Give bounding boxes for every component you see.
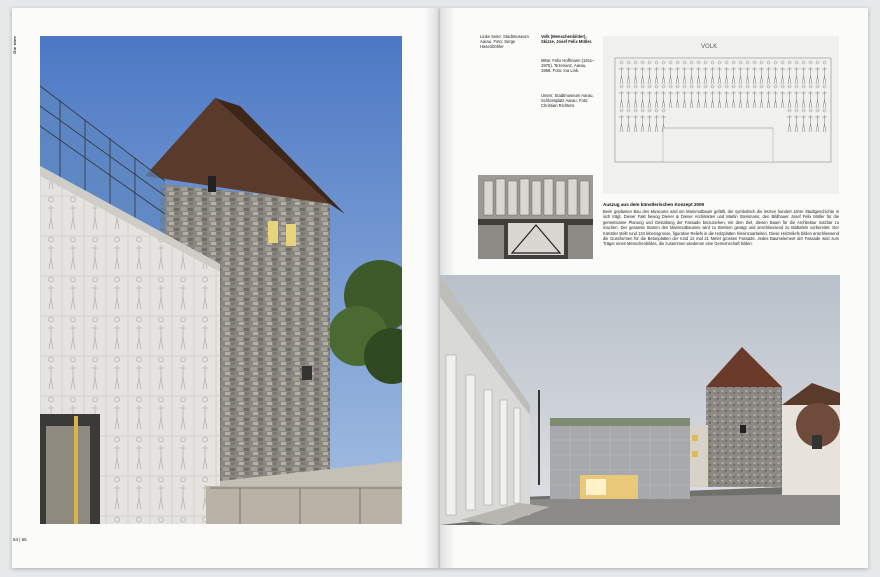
- caption-middle: Mitte: Felix Hoffmann (1911–1975), Tezenanz, Aarau, 1966. Foto: Ina Link.: [541, 58, 595, 74]
- caption-bottom: Unten: Stadtmuseum Aarau, Schlossplatz Aarau. Foto: Christian Richters.: [541, 93, 594, 109]
- photo-museum-tower: [40, 36, 402, 524]
- sketch-volk: [603, 36, 839, 194]
- photo-museum-square: [440, 275, 840, 525]
- sketch-label: VOLK: [701, 43, 717, 50]
- article-body: Beim geplanten Bau des Museums wird ein Mammutbaum gefällt, der symbolisch die letzten hundert Jahre Stadtgeschichte in sich trägt. Dieser Fakt bewog Diener & Diener Architekten und Martin Steinmann, den Bildhauer Josef Felix Müller für die gemeinsame Planung und Gestaltung der Fassade beizuziehen, mit dem Ziel, diesen Baum für die Architektur nutzbar zu machen. Der gesamte Stamm des Mammutbaumes wird zu Brettern gesägt und anschliessend zu Bildtafeln vorbereitet. Der Künstler stellt rund 134 lebensgrosse, figurative Reliefs in die Holzplatten hineinzuarbeiten. Diese Holzreliefs bilden anschliessend die Gussformen für die Betonplatten der rund 12 mal 21 Meter grossen Fassade. Jedes Baumelement der Fassade wird zum Träger eines Menschenbildes, die zusammen wiederum eine Gemeinschaft bilden.: [603, 209, 839, 247]
- article-title: Auszug aus dem künstlerischen Konzept 2009: [603, 202, 705, 207]
- section-label: Die Idee: [12, 36, 17, 54]
- photo-relief: [478, 175, 593, 259]
- caption-left-page: Linke Seite: Stadtmuseum Aarau. Foto: Serge Hasenböhler: [480, 34, 529, 50]
- caption-sketch: Volk (Menschenbilder), Skizze, Josef Felix Müller.: [541, 34, 593, 45]
- page-numbers: 64 | 65: [13, 537, 27, 542]
